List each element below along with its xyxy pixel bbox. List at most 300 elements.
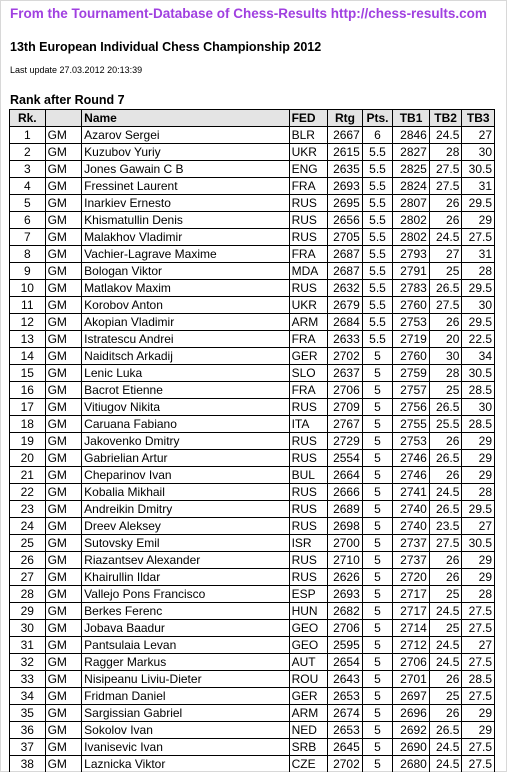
- cell-rating: 2706: [328, 382, 363, 399]
- cell-points: 5: [362, 637, 393, 654]
- cell-federation: CZE: [289, 756, 328, 772]
- cell-tb2: 27.5: [429, 297, 462, 314]
- cell-federation: RUS: [289, 229, 328, 246]
- cell-tb2: 24.5: [429, 637, 462, 654]
- table-row: [10, 603, 495, 620]
- table-row: [10, 739, 495, 756]
- cell-title: GM: [45, 382, 82, 399]
- cell-rating: 2693: [328, 178, 363, 195]
- cell-tb1: 2755: [393, 416, 430, 433]
- cell-tb2: 27: [429, 246, 462, 263]
- cell-rating: 2729: [328, 433, 363, 450]
- cell-tb1: 2802: [393, 229, 430, 246]
- cell-tb3: 29: [462, 569, 495, 586]
- cell-tb2: 26.5: [429, 722, 462, 739]
- cell-federation: FRA: [289, 246, 328, 263]
- col-header-tb3: TB3: [462, 110, 495, 127]
- cell-tb3: 29.5: [462, 280, 495, 297]
- cell-title: GM: [45, 586, 82, 603]
- cell-tb2: 26: [429, 552, 462, 569]
- cell-player-name: Istratescu Andrei: [82, 331, 289, 348]
- cell-rank: 29: [10, 603, 46, 620]
- cell-tb2: 26: [429, 314, 462, 331]
- cell-tb2: 26: [429, 433, 462, 450]
- cell-tb2: 24.5: [429, 484, 462, 501]
- cell-tb1: 2746: [393, 467, 430, 484]
- cell-rank: 16: [10, 382, 46, 399]
- cell-rating: 2702: [328, 756, 363, 772]
- cell-rating: 2656: [328, 212, 363, 229]
- table-row: [10, 450, 495, 467]
- table-row: [10, 552, 495, 569]
- table-row: [10, 195, 495, 212]
- cell-rating: 2632: [328, 280, 363, 297]
- cell-rating: 2595: [328, 637, 363, 654]
- cell-player-name: Pantsulaia Levan: [82, 637, 289, 654]
- cell-tb2: 25: [429, 382, 462, 399]
- cell-federation: FRA: [289, 331, 328, 348]
- cell-player-name: Nisipeanu Liviu-Dieter: [82, 671, 289, 688]
- cell-tb2: 26.5: [429, 501, 462, 518]
- cell-rating: 2654: [328, 654, 363, 671]
- cell-rating: 2705: [328, 229, 363, 246]
- cell-rating: 2700: [328, 535, 363, 552]
- cell-rating: 2767: [328, 416, 363, 433]
- cell-rating: 2689: [328, 501, 363, 518]
- cell-title: GM: [45, 722, 82, 739]
- cell-rank: 36: [10, 722, 46, 739]
- cell-rank: 17: [10, 399, 46, 416]
- cell-tb3: 29: [462, 705, 495, 722]
- cell-title: GM: [45, 671, 82, 688]
- cell-tb3: 28: [462, 586, 495, 603]
- last-update-text: Last update 27.03.2012 20:13:39: [10, 65, 143, 75]
- cell-federation: ARM: [289, 314, 328, 331]
- cell-tb1: 2827: [393, 144, 430, 161]
- cell-rank: 8: [10, 246, 46, 263]
- cell-tb3: 27: [462, 518, 495, 535]
- table-row: [10, 654, 495, 671]
- cell-tb3: 27: [462, 127, 495, 144]
- cell-points: 5: [362, 552, 393, 569]
- cell-rating: 2666: [328, 484, 363, 501]
- cell-title: GM: [45, 654, 82, 671]
- cell-federation: AUT: [289, 654, 328, 671]
- cell-federation: RUS: [289, 552, 328, 569]
- cell-points: 5: [362, 688, 393, 705]
- cell-tb2: 27.5: [429, 161, 462, 178]
- cell-points: 5: [362, 756, 393, 772]
- cell-tb1: 2746: [393, 450, 430, 467]
- cell-rank: 6: [10, 212, 46, 229]
- cell-tb1: 2807: [393, 195, 430, 212]
- cell-tb3: 22.5: [462, 331, 495, 348]
- source-banner[interactable]: From the Tournament-Database of Chess-Results http://chess-results.com: [10, 6, 487, 21]
- cell-tb2: 26: [429, 212, 462, 229]
- cell-rating: 2633: [328, 331, 363, 348]
- table-row: [10, 501, 495, 518]
- cell-points: 5: [362, 399, 393, 416]
- cell-rank: 11: [10, 297, 46, 314]
- cell-title: GM: [45, 365, 82, 382]
- table-row: [10, 331, 495, 348]
- cell-player-name: Bacrot Etienne: [82, 382, 289, 399]
- cell-tb3: 34: [462, 348, 495, 365]
- cell-rank: 15: [10, 365, 46, 382]
- cell-tb3: 29: [462, 212, 495, 229]
- cell-tb2: 24.5: [429, 229, 462, 246]
- cell-tb1: 2846: [393, 127, 430, 144]
- table-row: [10, 229, 495, 246]
- cell-player-name: Jobava Baadur: [82, 620, 289, 637]
- cell-federation: FRA: [289, 382, 328, 399]
- cell-player-name: Berkes Ferenc: [82, 603, 289, 620]
- cell-player-name: Akopian Vladimir: [82, 314, 289, 331]
- cell-title: GM: [45, 535, 82, 552]
- cell-federation: RUS: [289, 501, 328, 518]
- cell-rank: 25: [10, 535, 46, 552]
- cell-title: GM: [45, 433, 82, 450]
- cell-points: 5: [362, 722, 393, 739]
- col-header-points: Pts.: [362, 110, 393, 127]
- cell-federation: GER: [289, 688, 328, 705]
- cell-rating: 2682: [328, 603, 363, 620]
- cell-federation: UKR: [289, 297, 328, 314]
- cell-title: GM: [45, 739, 82, 756]
- table-row: [10, 314, 495, 331]
- cell-tb2: 27.5: [429, 178, 462, 195]
- cell-tb3: 27.5: [462, 603, 495, 620]
- cell-rating: 2695: [328, 195, 363, 212]
- cell-federation: GEO: [289, 637, 328, 654]
- cell-player-name: Azarov Sergei: [82, 127, 289, 144]
- cell-tb1: 2753: [393, 433, 430, 450]
- cell-player-name: Sokolov Ivan: [82, 722, 289, 739]
- cell-federation: HUN: [289, 603, 328, 620]
- cell-rating: 2635: [328, 161, 363, 178]
- cell-points: 5.5: [362, 161, 393, 178]
- cell-tb1: 2783: [393, 280, 430, 297]
- cell-federation: SLO: [289, 365, 328, 382]
- cell-tb1: 2719: [393, 331, 430, 348]
- cell-tb3: 29: [462, 433, 495, 450]
- cell-tb3: 28: [462, 484, 495, 501]
- table-row: [10, 705, 495, 722]
- cell-points: 5: [362, 416, 393, 433]
- table-row: [10, 127, 495, 144]
- cell-rating: 2645: [328, 739, 363, 756]
- cell-federation: SRB: [289, 739, 328, 756]
- cell-rank: 38: [10, 756, 46, 772]
- cell-rating: 2615: [328, 144, 363, 161]
- cell-points: 5: [362, 484, 393, 501]
- cell-tb2: 27.5: [429, 535, 462, 552]
- cell-rank: 37: [10, 739, 46, 756]
- cell-federation: ITA: [289, 416, 328, 433]
- cell-points: 6: [362, 127, 393, 144]
- cell-tb1: 2690: [393, 739, 430, 756]
- table-row: [10, 297, 495, 314]
- cell-federation: RUS: [289, 484, 328, 501]
- cell-title: GM: [45, 212, 82, 229]
- tournament-title: 13th European Individual Chess Championship 2012: [10, 40, 322, 54]
- cell-federation: RUS: [289, 399, 328, 416]
- cell-player-name: Jones Gawain C B: [82, 161, 289, 178]
- cell-player-name: Matlakov Maxim: [82, 280, 289, 297]
- cell-federation: ESP: [289, 586, 328, 603]
- cell-player-name: Gabrielian Artur: [82, 450, 289, 467]
- cell-player-name: Naiditsch Arkadij: [82, 348, 289, 365]
- cell-rating: 2653: [328, 688, 363, 705]
- cell-tb1: 2680: [393, 756, 430, 772]
- cell-rank: 22: [10, 484, 46, 501]
- col-header-title: [45, 110, 82, 127]
- table-row: [10, 535, 495, 552]
- cell-tb3: 28.5: [462, 382, 495, 399]
- cell-tb1: 2717: [393, 586, 430, 603]
- cell-rank: 18: [10, 416, 46, 433]
- cell-player-name: Dreev Aleksey: [82, 518, 289, 535]
- cell-title: GM: [45, 297, 82, 314]
- cell-tb3: 30.5: [462, 365, 495, 382]
- cell-player-name: Laznicka Viktor: [82, 756, 289, 772]
- cell-title: GM: [45, 416, 82, 433]
- cell-player-name: Lenic Luka: [82, 365, 289, 382]
- cell-tb3: 30.5: [462, 161, 495, 178]
- cell-tb1: 2760: [393, 297, 430, 314]
- cell-player-name: Fridman Daniel: [82, 688, 289, 705]
- cell-federation: BLR: [289, 127, 328, 144]
- cell-player-name: Khairullin Ildar: [82, 569, 289, 586]
- table-row: [10, 246, 495, 263]
- cell-points: 5.5: [362, 314, 393, 331]
- cell-points: 5.5: [362, 331, 393, 348]
- cell-rank: 4: [10, 178, 46, 195]
- cell-rank: 28: [10, 586, 46, 603]
- cell-rank: 27: [10, 569, 46, 586]
- cell-tb1: 2712: [393, 637, 430, 654]
- cell-title: GM: [45, 620, 82, 637]
- cell-tb2: 26: [429, 705, 462, 722]
- cell-federation: RUS: [289, 569, 328, 586]
- cell-rank: 24: [10, 518, 46, 535]
- cell-tb1: 2697: [393, 688, 430, 705]
- cell-tb3: 29.5: [462, 501, 495, 518]
- cell-points: 5.5: [362, 280, 393, 297]
- cell-points: 5.5: [362, 144, 393, 161]
- cell-title: GM: [45, 280, 82, 297]
- cell-points: 5: [362, 586, 393, 603]
- cell-rating: 2643: [328, 671, 363, 688]
- cell-tb3: 29: [462, 722, 495, 739]
- cell-player-name: Caruana Fabiano: [82, 416, 289, 433]
- cell-tb3: 28: [462, 263, 495, 280]
- table-row: [10, 178, 495, 195]
- cell-rating: 2709: [328, 399, 363, 416]
- cell-rank: 31: [10, 637, 46, 654]
- cell-points: 5: [362, 535, 393, 552]
- cell-tb1: 2701: [393, 671, 430, 688]
- standings-body: [10, 127, 495, 772]
- cell-points: 5: [362, 433, 393, 450]
- table-row: [10, 688, 495, 705]
- cell-rank: 12: [10, 314, 46, 331]
- table-row: [10, 144, 495, 161]
- cell-rating: 2667: [328, 127, 363, 144]
- cell-player-name: Khismatullin Denis: [82, 212, 289, 229]
- cell-tb2: 26: [429, 569, 462, 586]
- cell-rating: 2674: [328, 705, 363, 722]
- cell-points: 5.5: [362, 212, 393, 229]
- cell-rating: 2687: [328, 263, 363, 280]
- cell-points: 5: [362, 739, 393, 756]
- cell-title: GM: [45, 127, 82, 144]
- cell-rank: 32: [10, 654, 46, 671]
- col-header-tb2: TB2: [429, 110, 462, 127]
- cell-tb1: 2706: [393, 654, 430, 671]
- cell-player-name: Riazantsev Alexander: [82, 552, 289, 569]
- table-row: [10, 399, 495, 416]
- cell-tb2: 24.5: [429, 756, 462, 772]
- cell-tb2: 28: [429, 365, 462, 382]
- col-header-fed: FED: [289, 110, 328, 127]
- cell-title: GM: [45, 144, 82, 161]
- cell-tb3: 29: [462, 552, 495, 569]
- cell-title: GM: [45, 314, 82, 331]
- cell-points: 5: [362, 518, 393, 535]
- cell-title: GM: [45, 195, 82, 212]
- cell-rank: 26: [10, 552, 46, 569]
- cell-title: GM: [45, 569, 82, 586]
- cell-federation: ENG: [289, 161, 328, 178]
- cell-player-name: Vachier-Lagrave Maxime: [82, 246, 289, 263]
- cell-tb1: 2753: [393, 314, 430, 331]
- cell-tb1: 2825: [393, 161, 430, 178]
- table-row: [10, 382, 495, 399]
- cell-player-name: Sutovsky Emil: [82, 535, 289, 552]
- table-row: [10, 161, 495, 178]
- table-row: [10, 212, 495, 229]
- cell-player-name: Sargissian Gabriel: [82, 705, 289, 722]
- cell-tb3: 29: [462, 467, 495, 484]
- cell-tb1: 2802: [393, 212, 430, 229]
- cell-federation: ROU: [289, 671, 328, 688]
- cell-points: 5.5: [362, 195, 393, 212]
- table-row: [10, 637, 495, 654]
- table-row: [10, 365, 495, 382]
- table-row: [10, 620, 495, 637]
- col-header-tb1: TB1: [393, 110, 430, 127]
- cell-federation: ARM: [289, 705, 328, 722]
- cell-player-name: Fressinet Laurent: [82, 178, 289, 195]
- cell-tb3: 30: [462, 297, 495, 314]
- cell-rank: 35: [10, 705, 46, 722]
- cell-tb3: 31: [462, 246, 495, 263]
- cell-player-name: Vitiugov Nikita: [82, 399, 289, 416]
- table-row: [10, 586, 495, 603]
- cell-points: 5: [362, 620, 393, 637]
- cell-tb2: 24.5: [429, 127, 462, 144]
- cell-federation: BUL: [289, 467, 328, 484]
- cell-tb2: 25: [429, 263, 462, 280]
- cell-federation: RUS: [289, 518, 328, 535]
- cell-title: GM: [45, 467, 82, 484]
- table-row: [10, 569, 495, 586]
- cell-federation: ISR: [289, 535, 328, 552]
- cell-rank: 21: [10, 467, 46, 484]
- cell-tb1: 2757: [393, 382, 430, 399]
- table-row: [10, 671, 495, 688]
- cell-points: 5.5: [362, 246, 393, 263]
- cell-tb3: 27.5: [462, 229, 495, 246]
- cell-points: 5.5: [362, 178, 393, 195]
- cell-tb3: 27.5: [462, 756, 495, 772]
- cell-tb3: 29: [462, 450, 495, 467]
- cell-tb2: 25: [429, 688, 462, 705]
- cell-tb1: 2714: [393, 620, 430, 637]
- cell-title: GM: [45, 450, 82, 467]
- cell-player-name: Inarkiev Ernesto: [82, 195, 289, 212]
- cell-tb2: 25: [429, 620, 462, 637]
- cell-tb3: 27.5: [462, 654, 495, 671]
- cell-federation: MDA: [289, 263, 328, 280]
- cell-tb2: 24.5: [429, 739, 462, 756]
- cell-federation: GER: [289, 348, 328, 365]
- cell-tb3: 27.5: [462, 688, 495, 705]
- table-row: [10, 722, 495, 739]
- cell-points: 5: [362, 501, 393, 518]
- cell-title: GM: [45, 688, 82, 705]
- cell-rank: 9: [10, 263, 46, 280]
- cell-federation: FRA: [289, 178, 328, 195]
- cell-tb2: 26.5: [429, 280, 462, 297]
- cell-tb3: 30: [462, 144, 495, 161]
- cell-rank: 1: [10, 127, 46, 144]
- table-row: [10, 518, 495, 535]
- cell-tb1: 2791: [393, 263, 430, 280]
- cell-rating: 2626: [328, 569, 363, 586]
- cell-rating: 2684: [328, 314, 363, 331]
- cell-federation: RUS: [289, 195, 328, 212]
- cell-points: 5: [362, 603, 393, 620]
- cell-points: 5: [362, 348, 393, 365]
- col-header-rank: Rk.: [10, 110, 46, 127]
- table-row: [10, 467, 495, 484]
- table-row: [10, 433, 495, 450]
- cell-points: 5: [362, 569, 393, 586]
- cell-points: 5.5: [362, 263, 393, 280]
- cell-rank: 33: [10, 671, 46, 688]
- cell-rank: 2: [10, 144, 46, 161]
- cell-points: 5: [362, 450, 393, 467]
- cell-federation: RUS: [289, 433, 328, 450]
- cell-player-name: Ivanisevic Ivan: [82, 739, 289, 756]
- cell-tb1: 2759: [393, 365, 430, 382]
- cell-title: GM: [45, 161, 82, 178]
- cell-federation: GEO: [289, 620, 328, 637]
- cell-tb3: 27: [462, 637, 495, 654]
- col-header-name: Name: [82, 110, 289, 127]
- cell-tb1: 2737: [393, 535, 430, 552]
- cell-title: GM: [45, 263, 82, 280]
- cell-rank: 19: [10, 433, 46, 450]
- cell-tb3: 31: [462, 178, 495, 195]
- cell-rank: 14: [10, 348, 46, 365]
- cell-tb3: 27.5: [462, 620, 495, 637]
- table-row: [10, 280, 495, 297]
- cell-tb1: 2760: [393, 348, 430, 365]
- cell-tb1: 2741: [393, 484, 430, 501]
